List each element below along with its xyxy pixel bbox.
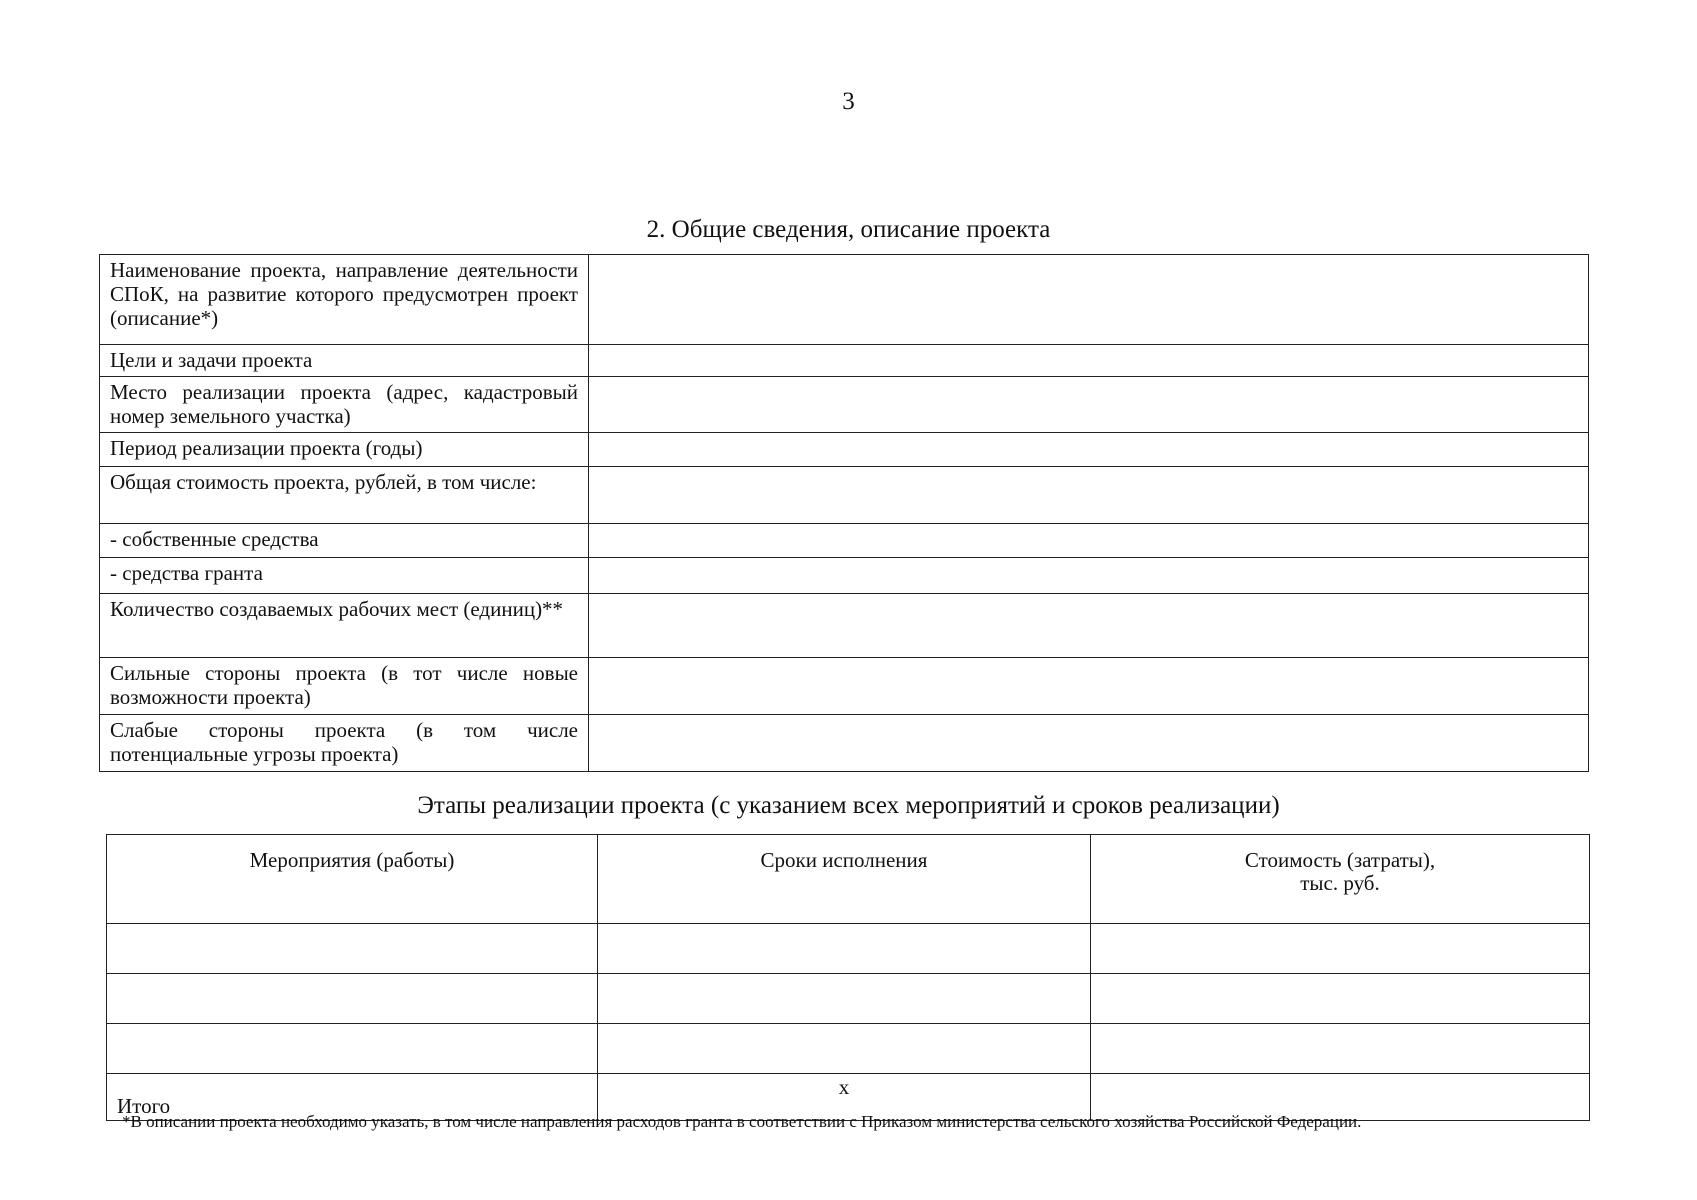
info-row-own-funds xyxy=(100,524,1589,558)
info-value-cell xyxy=(589,594,1589,658)
info-row-goals xyxy=(100,345,1589,377)
info-row-jobs xyxy=(100,594,1589,658)
table-row xyxy=(107,974,1590,1024)
header-activities: Мероприятия (работы) xyxy=(107,835,598,924)
header-cost-line2: тыс. руб. xyxy=(1300,871,1380,895)
table-cell xyxy=(107,974,598,1024)
table-row xyxy=(107,1024,1590,1074)
info-value-cell xyxy=(589,345,1589,377)
header-cost-line1: Стоимость (затраты), xyxy=(1244,848,1436,872)
info-row-grant-funds xyxy=(100,558,1589,594)
info-value-cell xyxy=(589,715,1589,772)
table-cell xyxy=(1091,924,1590,974)
info-value-cell xyxy=(589,433,1589,467)
table-cell xyxy=(1091,974,1590,1024)
info-label: Слабые стороны проекта (в том числе потенциальные угрозы проекта) xyxy=(100,715,589,772)
stages-header-row xyxy=(107,835,1590,924)
info-label: Сильные стороны проекта (в тот числе новые возможности проекта) xyxy=(100,658,589,715)
info-row-weaknesses xyxy=(100,715,1589,772)
info-row-total-cost xyxy=(100,467,1589,524)
info-value-cell xyxy=(589,255,1589,345)
table-cell xyxy=(598,1024,1091,1074)
footnote: *В описании проекта необходимо указать, в том числе направления расходов гранта в соответствии с Приказом министерства сельского хозяйства Российской Федерации. xyxy=(122,1112,1362,1131)
info-value-cell xyxy=(589,658,1589,715)
info-row-strengths xyxy=(100,658,1589,715)
info-label: Наименование проекта, направление деятельности СПоК, на развитие которого предусмотрен проект (описание*) xyxy=(100,255,589,345)
total-terms: х xyxy=(598,1074,1091,1121)
stages-table xyxy=(106,834,1590,1121)
table-cell xyxy=(107,1024,598,1074)
info-label: Общая стоимость проекта, рублей, в том числе: xyxy=(100,467,589,524)
info-label: Количество создаваемых рабочих мест (единиц)** xyxy=(100,594,589,658)
info-value-cell xyxy=(589,524,1589,558)
table-cell xyxy=(598,974,1091,1024)
stages-title: Этапы реализации проекта (с указанием всех мероприятий и сроков реализации) xyxy=(417,792,1280,819)
info-value-cell xyxy=(589,377,1589,433)
total-label: Итого xyxy=(107,1074,598,1121)
page-number: 3 xyxy=(842,88,855,115)
info-label: Место реализации проекта (адрес, кадастровый номер земельного участка) xyxy=(100,377,589,433)
section-title: 2. Общие сведения, описание проекта xyxy=(646,216,1051,243)
project-info-table xyxy=(99,254,1589,772)
info-value-cell xyxy=(589,467,1589,524)
info-value-cell xyxy=(589,558,1589,594)
info-label: Период реализации проекта (годы) xyxy=(100,433,589,467)
info-row-name xyxy=(100,255,1589,345)
info-row-period xyxy=(100,433,1589,467)
table-cell xyxy=(107,924,598,974)
header-cost xyxy=(1091,835,1590,924)
info-label: Цели и задачи проекта xyxy=(100,345,589,377)
table-cell xyxy=(598,924,1091,974)
table-row xyxy=(107,924,1590,974)
table-cell xyxy=(1091,1024,1590,1074)
info-label: - собственные средства xyxy=(100,524,589,558)
info-label: - средства гранта xyxy=(100,558,589,594)
info-row-location xyxy=(100,377,1589,433)
header-terms: Сроки исполнения xyxy=(598,835,1091,924)
